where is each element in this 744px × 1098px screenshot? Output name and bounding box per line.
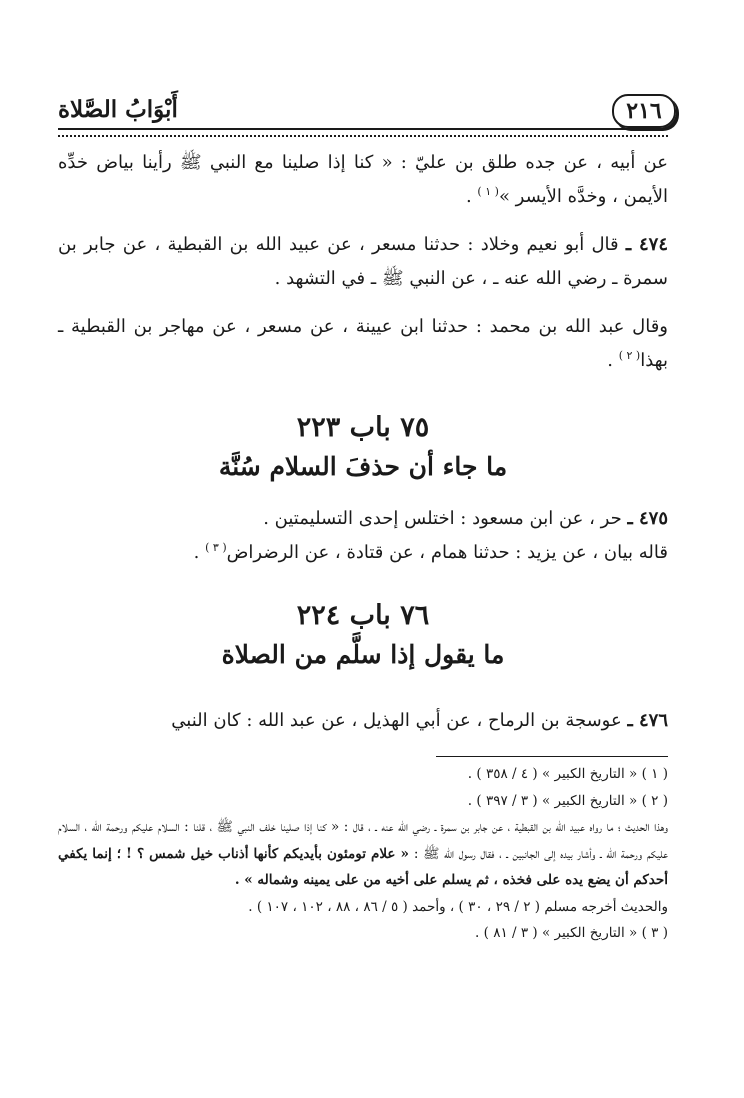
hadith-text: حر ، عن ابن مسعود : اختلس إحدى التسليمتين . [263,508,628,529]
footnote-2-sources: والحديث أخرجه مسلم ( ٢ / ٢٩ ، ٣٠ ) ، وأحمد ( ٥ / ٨٦ ، ٨٨ ، ١٠٢ ، ١٠٧ ) . [248,898,668,915]
footnote-separator [436,756,668,757]
hadith-number: ٤٧٤ ـ [625,234,668,255]
paragraph-end: . [607,350,619,371]
hadith-474-variant [58,310,668,378]
bab-76-subtitle: ما يقول إذا سلَّم من الصلاة [221,640,505,669]
hadith-text: عوسجة بن الرماح ، عن أبي الهذيل ، عن عبد الله : كان النبي [171,710,628,731]
hadith-number: ٤٧٦ ـ [627,710,668,731]
chapter-title: أَبْوَابُ الصَّلاة [58,96,178,123]
hadith-475-chain [58,536,668,570]
bab-76-title: ٧٦ باب ٢٢٤ [296,600,430,631]
hadith-475 [58,502,668,536]
paragraph-end: . [193,542,206,563]
page-number: ٢١٦ [612,94,676,128]
footnote-2: ( ٢ ) « التاريخ الكبير » ( ٣ / ٣٩٧ ) . [467,792,668,809]
book-page [58,90,668,947]
footnotes [58,761,668,947]
footnote-marker: ( ٣ ) [205,541,227,554]
paragraph-end: . [465,186,478,207]
footnote-marker: ( ٢ ) [618,349,641,362]
paragraph-continuation [58,146,668,214]
footnote-separator-wrap [58,738,668,757]
paragraph-text: وقال عبد الله بن محمد : حدثنا ابن عيينة ، عن مسعر ، عن مهاجر بن القبطية ـ بهذا [58,316,668,371]
paragraph-text: عن أبيه ، عن جده طلق بن عليّ : « كنا إذا صلينا مع النبي ﷺ رأينا بياض خدِّه الأيمن ، وخدَّه الأيسر » [58,152,668,207]
page-header [58,90,668,134]
footnote-2-commentary [58,814,668,894]
footnote-text: وهذا الحديث ؛ ما رواه عبيد الله بن القبطية ، عن جابر بن سمرة ـ رضي الله عنه ـ ، قال : « كنا إذا صلينا خلف النبي ﷺ ، قلنا : السلام عليكم ورحمة الله ، السلام عليكم ورحمة الله ـ وأشار بيده إلى الجانبين ـ ، فقال رسول الله ﷺ : [58,819,669,862]
hadith-number: ٤٧٥ ـ [627,508,668,529]
hadith-474 [58,228,668,296]
hadith-text: قال أبو نعيم وخلاد : حدثنا مسعر ، عن عبيد الله بن القبطية ، عن جابر بن سمرة ـ رضي الله عنه ـ ، عن النبي ﷺ ـ في التشهد . [58,234,668,289]
hadith-476 [58,704,668,738]
paragraph-text: قاله بيان ، عن يزيد : حدثنا همام ، عن قتادة ، عن الرضراض [226,542,668,563]
footnote-1: ( ١ ) « التاريخ الكبير » ( ٤ / ٣٥٨ ) . [467,766,668,782]
bab-75-title: ٧٥ باب ٢٢٣ [296,412,430,443]
footnote-3: ( ٣ ) « التاريخ الكبير » ( ٣ / ٨١ ) . [475,925,668,941]
header-rule [58,128,668,137]
bab-75-subtitle: ما جاء أن حذفَ السلام سُنَّة [218,452,508,481]
footnote-hadith-quote: « علام تومئون بأيديكم كأنها أذناب خيل شمس ؟ ! ؛ إنما يكفي أحدكم أن يضع يده على فخذه ، ثم يسلم على أخيه من على يمينه وشماله » . [58,845,668,888]
footnote-marker: ( ١ ) [477,185,499,198]
